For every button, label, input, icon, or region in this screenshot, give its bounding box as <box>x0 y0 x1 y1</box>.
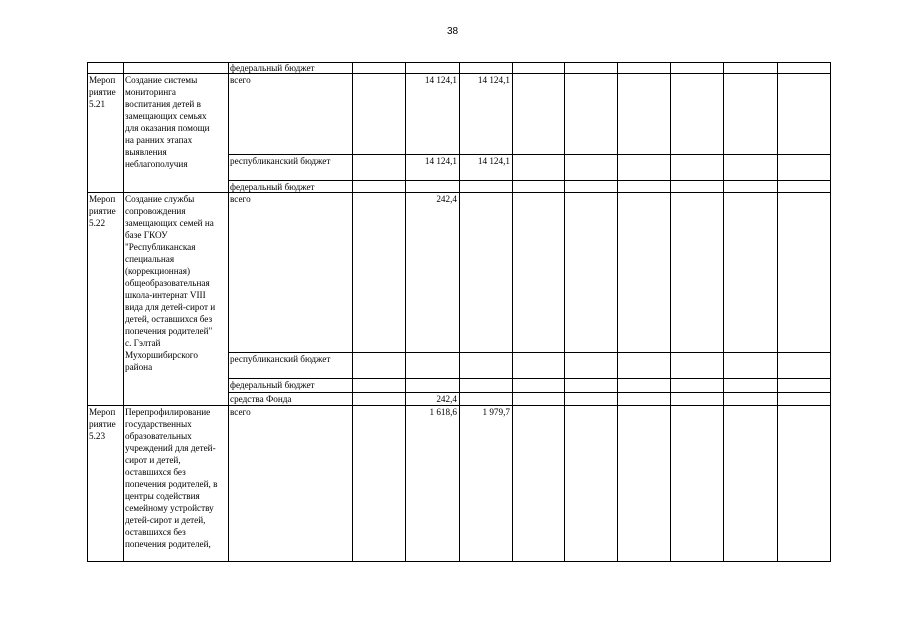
amount-cell: 242,4 <box>436 394 457 404</box>
table-rule <box>564 62 565 562</box>
table-rule <box>123 62 124 562</box>
funding-source: республиканский бюджет <box>230 354 331 364</box>
funding-source: средства Фонда <box>230 394 292 404</box>
table-rule <box>459 62 460 562</box>
funding-source: всего <box>230 407 251 417</box>
table-rule <box>617 62 618 562</box>
table-rule <box>830 62 831 562</box>
table-rule <box>352 62 353 562</box>
measure-code: Мероп риятие 5.22 <box>89 194 116 228</box>
table-rule <box>512 62 513 562</box>
funding-source: федеральный бюджет <box>230 380 315 390</box>
table-rule <box>87 62 88 562</box>
measure-name: Создание службы сопровождения замещающих семей на базе ГКОУ "Республиканская специальная (коррекционная) общеобразовательная школа-интернат VIII вида для детей-сирот и детей, оставшихся без попечения родителей" с. Гэлтай Мухоршибирского района <box>125 194 216 372</box>
funding-source: всего <box>230 75 251 85</box>
table-rule <box>777 62 778 562</box>
table-rule <box>405 62 406 562</box>
amount-cell: 1 979,7 <box>482 407 510 417</box>
funding-source: всего <box>230 194 251 204</box>
measure-code: Мероп риятие 5.23 <box>89 407 116 441</box>
measure-name: Перепрофилирование государственных образовательных учреждений для детей- сирот и детей, оставшихся без попечения родителей, в центры содействия семейному устройству детей-сирот и детей, оставшихся без попечения родителей, <box>125 407 218 549</box>
funding-source: федеральный бюджет <box>230 182 315 192</box>
table-rule <box>723 62 724 562</box>
table-rule <box>670 62 671 562</box>
amount-cell: 1 618,6 <box>429 407 457 417</box>
table-rule <box>228 62 229 562</box>
amount-cell: 242,4 <box>436 194 457 204</box>
funding-source: республиканский бюджет <box>230 156 331 166</box>
amount-cell: 14 124,1 <box>424 75 457 85</box>
page-number: 38 <box>446 26 459 37</box>
amount-cell: 14 124,1 <box>477 156 510 166</box>
funding-source: федеральный бюджет <box>230 63 315 73</box>
measure-name: Создание системы мониторинга воспитания детей в замещающих семьях для оказания помощи на ранних этапах выявления неблагополучия <box>125 75 210 169</box>
amount-cell: 14 124,1 <box>477 75 510 85</box>
amount-cell: 14 124,1 <box>424 156 457 166</box>
measure-code: Мероп риятие 5.21 <box>89 75 116 109</box>
